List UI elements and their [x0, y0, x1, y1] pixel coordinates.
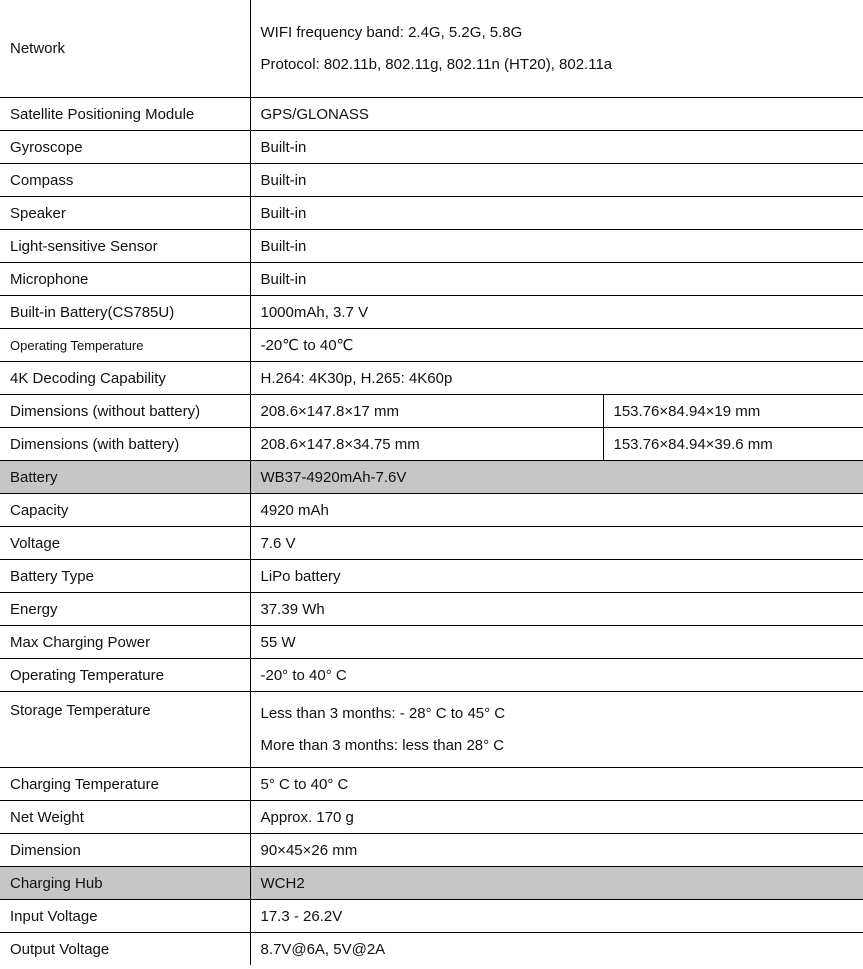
row-label: Battery Type — [0, 560, 250, 593]
table-row — [0, 494, 863, 527]
value-line: More than 3 months: less than 28° C — [260, 736, 505, 754]
table-row — [0, 131, 863, 164]
row-value-alt: 153.76×84.94×19 mm — [603, 395, 863, 428]
row-value: 208.6×147.8×17 mm — [250, 395, 603, 428]
row-label: Energy — [0, 593, 250, 626]
table-row — [0, 98, 863, 131]
row-value: 17.3 - 26.2V — [250, 900, 863, 933]
table-row — [0, 329, 863, 362]
row-label: Light-sensitive Sensor — [0, 230, 250, 263]
row-label: Dimensions (without battery) — [0, 395, 250, 428]
row-value: Built-in — [250, 164, 863, 197]
row-value: GPS/GLONASS — [250, 98, 863, 131]
table-row — [0, 296, 863, 329]
row-value: 90×45×26 mm — [250, 834, 863, 867]
table-row — [0, 164, 863, 197]
row-value: -20° to 40° C — [250, 659, 863, 692]
row-label: Gyroscope — [0, 131, 250, 164]
row-label: Built-in Battery(CS785U) — [0, 296, 250, 329]
section-header-label: Battery — [0, 461, 250, 494]
row-label: Voltage — [0, 527, 250, 560]
row-value: LiPo battery — [250, 560, 863, 593]
table-row — [0, 0, 863, 98]
table-row — [0, 362, 863, 395]
section-header-row — [0, 867, 863, 900]
row-label: Satellite Positioning Module — [0, 98, 250, 131]
row-value: Built-in — [250, 197, 863, 230]
table-row — [0, 527, 863, 560]
row-value: Built-in — [250, 263, 863, 296]
table-row — [0, 659, 863, 692]
value-line: WIFI frequency band: 2.4G, 5.2G, 5.8G — [260, 23, 523, 41]
table-row — [0, 768, 863, 801]
row-value: 8.7V@6A, 5V@2A — [250, 933, 863, 966]
row-label: Operating Temperature — [0, 329, 250, 362]
section-header-value: WCH2 — [250, 867, 863, 900]
row-value: 55 W — [250, 626, 863, 659]
row-label: Operating Temperature — [0, 659, 250, 692]
row-value: 37.39 Wh — [250, 593, 863, 626]
row-label: Net Weight — [0, 801, 250, 834]
row-value: 1000mAh, 3.7 V — [250, 296, 863, 329]
table-row — [0, 834, 863, 867]
row-value: 7.6 V — [250, 527, 863, 560]
row-value: -20℃ to 40℃ — [250, 329, 863, 362]
value-line: Protocol: 802.11b, 802.11g, 802.11n (HT20), 802.11a — [260, 55, 613, 73]
row-label: Dimension — [0, 834, 250, 867]
row-label: Speaker — [0, 197, 250, 230]
table-row — [0, 692, 863, 768]
table-row — [0, 197, 863, 230]
row-value: 5° C to 40° C — [250, 768, 863, 801]
table-row — [0, 560, 863, 593]
table-row — [0, 395, 863, 428]
row-label: Dimensions (with battery) — [0, 428, 250, 461]
row-value-alt: 153.76×84.94×39.6 mm — [603, 428, 863, 461]
row-value: Built-in — [250, 131, 863, 164]
row-value: H.264: 4K30p, H.265: 4K60p — [250, 362, 863, 395]
row-label: Output Voltage — [0, 933, 250, 966]
row-label: Compass — [0, 164, 250, 197]
row-label: Charging Temperature — [0, 768, 250, 801]
section-header-row — [0, 461, 863, 494]
value-line: Less than 3 months: - 28° C to 45° C — [260, 704, 506, 722]
row-label: Max Charging Power — [0, 626, 250, 659]
row-value: 208.6×147.8×34.75 mm — [250, 428, 603, 461]
row-value — [250, 692, 863, 768]
table-row — [0, 428, 863, 461]
row-value — [250, 0, 863, 98]
row-value: 4920 mAh — [250, 494, 863, 527]
table-row — [0, 230, 863, 263]
table-row — [0, 593, 863, 626]
row-value: Built-in — [250, 230, 863, 263]
table-row — [0, 801, 863, 834]
table-row — [0, 933, 863, 966]
row-label: Storage Temperature — [0, 692, 250, 768]
row-value: Approx. 170 g — [250, 801, 863, 834]
section-header-value: WB37-4920mAh-7.6V — [250, 461, 863, 494]
section-header-label: Charging Hub — [0, 867, 250, 900]
table-row — [0, 263, 863, 296]
row-label: Microphone — [0, 263, 250, 296]
row-label: 4K Decoding Capability — [0, 362, 250, 395]
row-label: Network — [0, 0, 250, 98]
row-label: Capacity — [0, 494, 250, 527]
row-label: Input Voltage — [0, 900, 250, 933]
table-row — [0, 626, 863, 659]
table-row — [0, 900, 863, 933]
